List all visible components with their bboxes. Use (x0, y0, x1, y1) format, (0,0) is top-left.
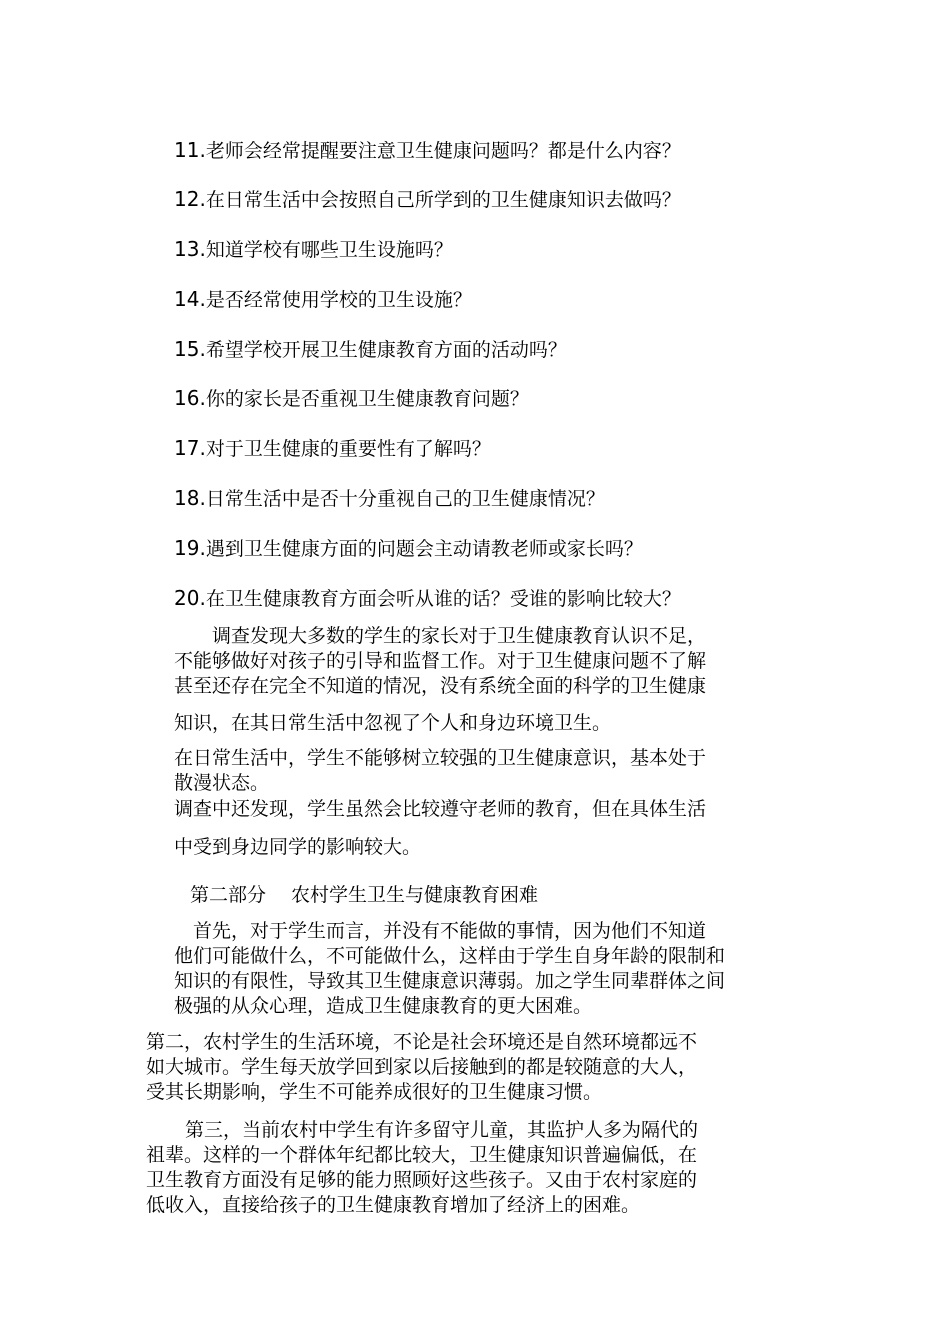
question-number: 13. (174, 237, 206, 261)
paragraph-line: 知识的有限性，导致其卫生健康意识薄弱。加之学生同辈群体之间 (174, 970, 726, 992)
paragraph-line: 第二，农村学生的生活环境，不论是社会环境还是自然环境都远不 (146, 1031, 698, 1053)
section-heading: 第二部分 农村学生卫生与健康教育困难 (190, 884, 539, 906)
paragraph-line: 如大城市。学生每天放学回到家以后接触到的都是较随意的大人， (146, 1056, 698, 1078)
question-item (174, 337, 567, 362)
question-number: 18. (174, 486, 206, 510)
paragraph-line: 在日常生活中，学生不能够树立较强的卫生健康意识，基本处于 (174, 747, 707, 769)
question-number: 12. (174, 187, 206, 211)
paragraph-line: 卫生教育方面没有足够的能力照顾好这些孩子。又由于农村家庭的 (146, 1169, 698, 1191)
paragraph-line: 散漫状态。 (174, 772, 270, 794)
question-text: 遇到卫生健康方面的问题会主动请教老师或家长吗？ (205, 538, 643, 560)
question-item (174, 287, 472, 312)
question-item (174, 386, 529, 411)
question-item (174, 436, 491, 461)
paragraph-line: 中受到身边同学的影响较大。 (174, 836, 422, 858)
paragraph-line: 第三，当前农村中学生有许多留守儿童，其监护人多为隔代的 (166, 1119, 699, 1141)
question-item (174, 536, 643, 561)
question-number: 16. (174, 386, 206, 410)
paragraph-line: 低收入，直接给孩子的卫生健康教育增加了经济上的困难。 (146, 1194, 641, 1216)
question-text: 对于卫生健康的重要性有了解吗？ (205, 438, 491, 460)
question-text: 你的家长是否重视卫生健康教育问题？ (205, 388, 529, 410)
question-number: 17. (174, 436, 206, 460)
question-number: 14. (174, 287, 206, 311)
question-text: 希望学校开展卫生健康教育方面的活动吗？ (205, 339, 567, 361)
paragraph-line: 极强的从众心理，造成卫生健康教育的更大困难。 (174, 995, 593, 1017)
paragraph-line: 受其长期影响，学生不可能养成很好的卫生健康习惯。 (146, 1081, 603, 1103)
paragraph-line: 他们可能做什么，不可能做什么，这样由于学生自身年龄的限制和 (174, 945, 726, 967)
question-text: 老师会经常提醒要注意卫生健康问题吗？都是什么内容？ (205, 140, 681, 162)
question-item (174, 138, 681, 163)
question-item (174, 187, 681, 212)
paragraph-line: 祖辈。这样的一个群体年纪都比较大，卫生健康知识普遍偏低，在 (146, 1144, 698, 1166)
question-item (174, 586, 681, 611)
paragraph-line: 知识，在其日常生活中忽视了个人和身边环境卫生。 (174, 712, 612, 734)
question-number: 11. (174, 138, 206, 162)
question-text: 在日常生活中会按照自己所学到的卫生健康知识去做吗？ (205, 189, 681, 211)
question-item (174, 486, 605, 511)
question-text: 是否经常使用学校的卫生设施？ (205, 289, 472, 311)
question-text: 在卫生健康教育方面会听从谁的话？受谁的影响比较大？ (205, 588, 681, 610)
paragraph-line: 调查发现大多数的学生的家长对于卫生健康教育认识不足， (174, 625, 707, 647)
question-text: 日常生活中是否十分重视自己的卫生健康情况？ (205, 488, 605, 510)
paragraph-line: 调查中还发现，学生虽然会比较遵守老师的教育，但在具体生活 (174, 798, 707, 820)
question-number: 15. (174, 337, 206, 361)
paragraph-line: 不能够做好对孩子的引导和监督工作。对于卫生健康问题不了解 (174, 650, 707, 672)
question-number: 20. (174, 586, 206, 610)
question-item (174, 237, 453, 262)
question-text: 知道学校有哪些卫生设施吗？ (205, 239, 453, 261)
paragraph-line: 甚至还存在完全不知道的情况，没有系统全面的科学的卫生健康 (174, 675, 707, 697)
question-number: 19. (174, 536, 206, 560)
paragraph-line: 首先，对于学生而言，并没有不能做的事情，因为他们不知道 (174, 920, 707, 942)
